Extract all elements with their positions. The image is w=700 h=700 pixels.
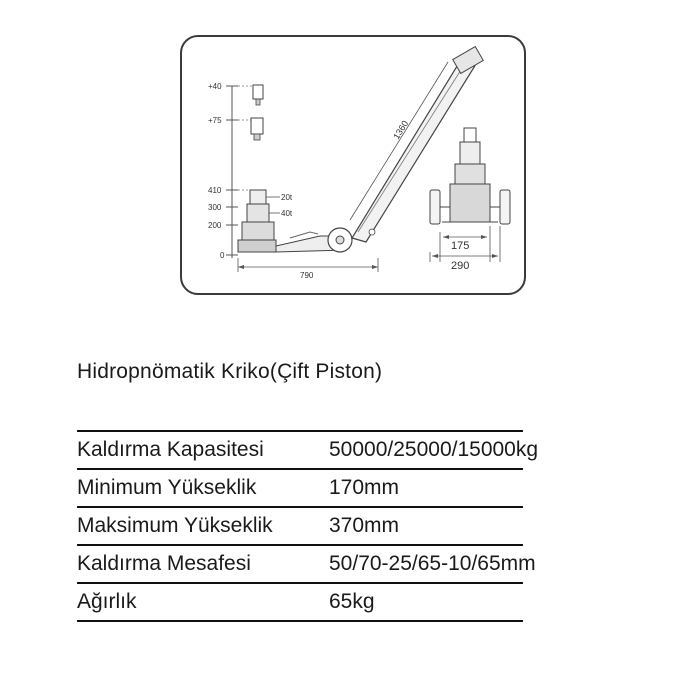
piston-stage xyxy=(250,190,266,204)
spec-value: 170mm xyxy=(329,476,400,499)
spec-label: Kaldırma Kapasitesi xyxy=(77,438,264,461)
spec-label: Minimum Yükseklik xyxy=(77,476,257,499)
scale-label: 200 xyxy=(208,221,222,230)
piston-head-icon xyxy=(253,85,263,99)
wheel-icon xyxy=(430,190,440,224)
spec-label: Kaldırma Mesafesi xyxy=(77,552,251,575)
spec-label: Maksimum Yükseklik xyxy=(77,514,273,537)
spec-table xyxy=(77,430,539,622)
spec-value: 50/70-25/65-10/65mm xyxy=(329,552,536,575)
spec-row xyxy=(77,468,523,506)
stage-label: 40t xyxy=(281,209,293,218)
spec-label: Ağırlık xyxy=(77,590,137,613)
spec-value: 65kg xyxy=(329,590,375,613)
base-length-label: 790 xyxy=(300,271,314,280)
scale-label: +40 xyxy=(208,82,222,91)
product-title: Hidropnömatik Kriko(Çift Piston) xyxy=(77,360,383,383)
stage-label: 20t xyxy=(281,193,293,202)
spec-row xyxy=(77,544,536,582)
spec-row xyxy=(77,506,523,544)
spec-row xyxy=(77,430,539,468)
scale-label: 0 xyxy=(220,251,225,260)
cylinder-body xyxy=(242,222,274,240)
inner-width-label: 175 xyxy=(451,240,470,252)
jack-base xyxy=(238,240,276,252)
spec-value: 50000/25000/15000kg xyxy=(329,438,539,461)
scale-label: +75 xyxy=(208,116,222,125)
scale-label: 410 xyxy=(208,186,222,195)
piston-head-icon xyxy=(251,118,263,134)
handle-length-label: 1360 xyxy=(391,118,411,142)
spec-row xyxy=(77,582,523,622)
front-cylinder xyxy=(450,184,490,222)
scale-label: 300 xyxy=(208,203,222,212)
piston-stage xyxy=(247,204,269,222)
spec-value: 370mm xyxy=(329,514,400,537)
outer-width-label: 290 xyxy=(451,260,470,272)
front-piston-head xyxy=(464,128,476,142)
wheel-icon xyxy=(500,190,510,224)
